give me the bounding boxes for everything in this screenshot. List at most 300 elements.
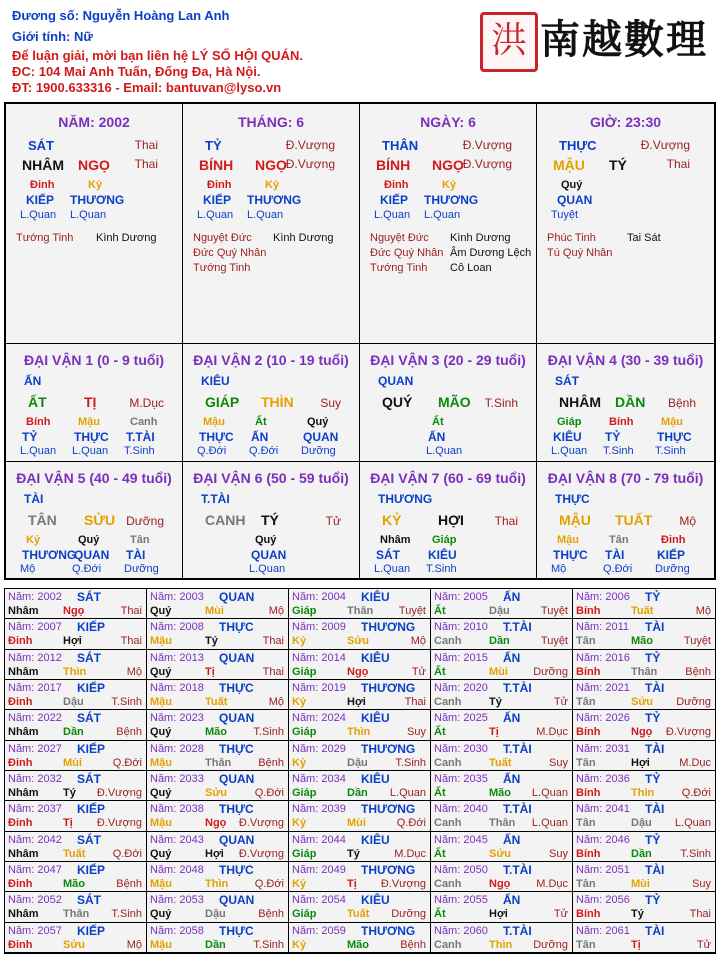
- year-phase: Q.Đới: [254, 787, 284, 799]
- heavenly-stem: BÍNH: [376, 157, 411, 173]
- year-label: Năm: 2050: [434, 864, 488, 876]
- year-label: Năm: 2012: [8, 651, 62, 664]
- year-branch: Dậu: [205, 908, 226, 921]
- year-stem: Giáp: [292, 605, 317, 617]
- year-cell-2026: [573, 710, 715, 740]
- year-phase: Đ.Vượng: [238, 847, 284, 860]
- year-label: Năm: 2057: [8, 924, 62, 937]
- year-stem: Nhâm: [8, 787, 39, 799]
- year-label: Năm: 2026: [576, 712, 630, 725]
- year-cell-2004: [289, 589, 431, 619]
- year-cell-2036: [573, 771, 715, 801]
- year-cell-2058: [147, 923, 289, 953]
- year-star: QUAN: [219, 711, 255, 726]
- red-seal-logo: 洪: [480, 12, 538, 72]
- dai-van-6: [183, 462, 360, 578]
- dai-van-star: KIÊU: [201, 374, 230, 388]
- year-star: T.TÀI: [503, 681, 532, 695]
- dai-van-hidden-phase: L.Quan: [20, 445, 57, 457]
- year-cell-2049: [289, 862, 431, 892]
- year-label: Năm: 2020: [434, 682, 488, 694]
- year-cell-2056: [573, 892, 715, 922]
- year-label: Năm: 2010: [434, 621, 488, 634]
- year-star: QUAN: [219, 590, 255, 604]
- year-cell-2025: [431, 710, 573, 740]
- dai-van-stem: GIÁP: [205, 394, 240, 410]
- year-phase: Dưỡng: [391, 908, 426, 921]
- year-branch: Hợi: [489, 908, 508, 921]
- dai-van-branch: MÃO: [438, 394, 471, 410]
- year-star: KIẾP: [77, 620, 106, 635]
- year-star: T.TÀI: [503, 741, 532, 756]
- earthly-branch: NGỌ: [255, 157, 287, 173]
- dai-van-hidden-star: TÀI: [605, 548, 625, 562]
- year-star: KIÊU: [361, 650, 390, 665]
- year-cell-2013: [147, 650, 289, 680]
- year-branch: Dậu: [347, 756, 368, 769]
- year-branch: Thân: [631, 665, 658, 678]
- year-cell-2022: [5, 710, 147, 740]
- dai-van-hidden-star: TÀI: [126, 548, 146, 562]
- dai-van-hidden-stem: Đinh: [661, 534, 686, 546]
- year-branch: Dần: [347, 787, 368, 799]
- dai-van-hidden-star: QUAN: [303, 430, 339, 444]
- year-phase: Q.Đới: [254, 878, 284, 890]
- dai-van-star: T.TÀI: [201, 492, 230, 506]
- year-stem: Quý: [150, 665, 172, 678]
- year-phase: Thai: [262, 665, 284, 678]
- year-cell-2045: [431, 832, 573, 862]
- year-label: Năm: 2045: [434, 833, 488, 846]
- dai-van-state: T.Sinh: [484, 396, 518, 410]
- dai-van-hidden-stem: Bính: [609, 416, 634, 428]
- dai-van-star: THỰC: [555, 492, 590, 506]
- dai-van-hidden-stem: Giáp: [432, 534, 457, 546]
- hidden-star-1: KIẾP: [26, 193, 55, 207]
- year-phase: Đ.Vượng: [380, 878, 426, 890]
- year-branch: Dần: [63, 726, 84, 739]
- dai-van-title: ĐẠI VẬN 6 (50 - 59 tuổi): [193, 470, 349, 486]
- dai-van-star: TÀI: [24, 492, 44, 506]
- year-label: Năm: 2037: [8, 803, 62, 816]
- year-star: KIÊU: [361, 832, 390, 847]
- year-phase: Tuyệt: [540, 605, 568, 617]
- year-branch: Tuất: [63, 847, 86, 860]
- year-cell-2017: [5, 680, 147, 710]
- year-star: TỶ: [645, 832, 661, 847]
- year-cell-2006: [573, 589, 715, 619]
- year-star: SÁT: [77, 711, 101, 726]
- dai-van-stem: CANH: [205, 512, 246, 528]
- year-label: Năm: 2053: [150, 894, 204, 907]
- year-stem: Kỷ: [292, 635, 307, 648]
- dai-van-hidden-phase: T.Sinh: [655, 445, 686, 457]
- year-label: Năm: 2052: [8, 894, 62, 907]
- year-label: Năm: 2034: [292, 773, 346, 785]
- dai-van-hidden-stem: Ất: [432, 416, 444, 428]
- year-star: KIẾP: [77, 741, 106, 756]
- year-star: TÀI: [645, 802, 665, 817]
- dai-van-hidden-phase: Mộ: [551, 563, 567, 575]
- year-branch: Thân: [205, 756, 232, 769]
- year-label: Năm: 2004: [292, 591, 346, 603]
- year-phase: Thai: [689, 908, 711, 921]
- dai-van-hidden-phase: Mộ: [20, 563, 36, 575]
- dai-van-hidden-phase: Dưỡng: [655, 563, 690, 575]
- dai-van-star: ẤN: [24, 374, 42, 388]
- year-star: QUAN: [219, 772, 255, 786]
- hidden-phase-1: L.Quan: [197, 209, 234, 221]
- year-label: Năm: 2016: [576, 651, 630, 664]
- shensha-1: Nguyệt Đức: [193, 232, 252, 244]
- year-cell-2044: [289, 832, 431, 862]
- year-phase: Bệnh: [258, 908, 284, 921]
- year-stem: Bính: [576, 665, 601, 678]
- dai-van-hidden-star: KIÊU: [428, 548, 457, 562]
- year-branch: Mùi: [489, 665, 508, 678]
- year-cell-2003: [147, 589, 289, 619]
- header: [0, 0, 720, 100]
- year-branch: Tuất: [205, 696, 228, 708]
- year-stem: Kỷ: [292, 938, 307, 951]
- year-phase: M.Dục: [394, 847, 426, 860]
- year-label: Năm: 2047: [8, 864, 62, 876]
- year-label: Năm: 2031: [576, 742, 630, 755]
- dai-van-star: THƯƠNG: [378, 492, 433, 506]
- year-phase: T.Sinh: [253, 726, 284, 739]
- hidden-phase-2: L.Quan: [70, 209, 107, 221]
- branch-state: Đ.Vượng: [285, 157, 335, 171]
- year-stem: Giáp: [292, 847, 317, 860]
- year-label: Năm: 2059: [292, 924, 346, 937]
- dai-van-4: [537, 344, 714, 462]
- year-branch: Mão: [347, 938, 369, 951]
- year-phase: Tử: [553, 696, 568, 708]
- dai-van-state: Mộ: [679, 514, 696, 528]
- year-phase: Đ.Vượng: [96, 817, 142, 830]
- year-cell-2042: [5, 832, 147, 862]
- year-star: ẤN: [503, 590, 521, 604]
- star-top: SÁT: [28, 138, 54, 153]
- year-stem: Mậu: [150, 696, 172, 708]
- year-star: ẤN: [503, 711, 521, 726]
- gender: Giới tính: Nữ: [12, 29, 93, 44]
- dai-van-branch: DẦN: [615, 394, 646, 410]
- annual-table: [4, 588, 716, 954]
- year-phase: Bệnh: [258, 756, 284, 769]
- dai-van-branch: SỬU: [84, 512, 116, 528]
- year-label: Năm: 2036: [576, 773, 630, 785]
- year-star: THƯƠNG: [361, 620, 416, 635]
- dai-van-title: ĐẠI VẬN 5 (40 - 49 tuổi): [16, 470, 172, 486]
- year-stem: Giáp: [292, 908, 317, 921]
- dai-van-hidden-stem: Mậu: [78, 416, 100, 428]
- year-branch: Ngọ: [63, 605, 85, 617]
- year-label: Năm: 2011: [576, 621, 629, 634]
- phone-email-line: ĐT: 1900.633316 - Email: bantuvan@lyso.vn: [12, 80, 282, 95]
- dai-van-7: [360, 462, 537, 578]
- shensha-3: Đức Quý Nhân: [193, 247, 267, 259]
- dai-van-state: Dưỡng: [126, 514, 164, 528]
- year-stem: Canh: [434, 817, 462, 830]
- year-label: Năm: 2007: [8, 621, 62, 634]
- year-cell-2055: [431, 892, 573, 922]
- year-cell-2052: [5, 892, 147, 922]
- year-cell-2046: [573, 832, 715, 862]
- year-stem: Bính: [576, 726, 601, 739]
- year-phase: M.Dục: [536, 878, 568, 890]
- year-stem: Mậu: [150, 756, 172, 769]
- year-branch: Hợi: [63, 635, 82, 648]
- year-stem: Đinh: [8, 817, 33, 830]
- dai-van-title: ĐẠI VẬN 4 (30 - 39 tuổi): [547, 352, 704, 368]
- year-cell-2015: [431, 650, 573, 680]
- year-stem: Quý: [150, 787, 172, 799]
- year-branch: Tuất: [631, 605, 654, 617]
- dai-van-3: [360, 344, 537, 462]
- dai-van-star: QUAN: [378, 374, 414, 388]
- hidden-phase-1: L.Quan: [20, 209, 57, 221]
- dai-van-title: ĐẠI VẬN 1 (0 - 9 tuổi): [23, 352, 164, 368]
- year-star: ẤN: [503, 832, 521, 847]
- year-label: Năm: 2019: [292, 682, 346, 694]
- shensha-5: Tướng Tinh: [193, 262, 251, 274]
- year-cell-2020: [431, 680, 573, 710]
- heavenly-stem: MẬU: [553, 157, 585, 173]
- year-stem: Nhâm: [8, 908, 39, 921]
- year-cell-2061: [573, 923, 715, 953]
- hidden-phase-2: L.Quan: [247, 209, 284, 221]
- dai-van-title: ĐẠI VẬN 3 (20 - 29 tuổi): [370, 352, 526, 368]
- hidden-stem-2: Kỷ: [265, 179, 280, 191]
- year-branch: Ngọ: [489, 878, 511, 890]
- year-stem: Ất: [434, 726, 446, 739]
- year-phase: Mộ: [268, 605, 284, 617]
- year-stem: Bính: [576, 847, 601, 860]
- dai-van-stem: QUÝ: [382, 394, 413, 410]
- year-stem: Nhâm: [8, 726, 39, 739]
- year-star: KIÊU: [361, 711, 390, 726]
- branch-state: Thai: [666, 157, 690, 171]
- year-branch: Thìn: [489, 938, 513, 951]
- year-phase: Mộ: [126, 665, 142, 678]
- dai-van-branch: TÝ: [261, 512, 279, 528]
- hidden-stem-1: Đinh: [30, 179, 55, 191]
- year-cell-2034: [289, 771, 431, 801]
- year-star: THỰC: [219, 620, 254, 635]
- dai-van-hidden-stem: Quý: [255, 534, 277, 546]
- year-branch: Mão: [631, 635, 653, 648]
- dai-van-branch: TUẤT: [615, 512, 653, 528]
- year-phase: M.Dục: [536, 726, 568, 739]
- year-label: Năm: 2024: [292, 712, 346, 725]
- year-branch: Dần: [205, 938, 226, 951]
- shensha-2: Kình Dương: [450, 232, 511, 244]
- year-label: Năm: 2029: [292, 742, 346, 755]
- star-top: THÂN: [382, 138, 419, 153]
- year-star: KIÊU: [361, 590, 390, 604]
- year-phase: Mộ: [126, 938, 142, 951]
- dai-van-state: Thai: [494, 514, 518, 528]
- year-cell-2021: [573, 680, 715, 710]
- year-branch: Tý: [63, 787, 76, 799]
- year-label: Năm: 2039: [292, 803, 346, 816]
- dai-van-hidden-star: THỰC: [199, 430, 234, 444]
- brand-logo: 南越數理: [540, 16, 708, 63]
- state-top: Đ.Vượng: [462, 138, 512, 152]
- year-stem: Đinh: [8, 696, 33, 708]
- year-star: QUAN: [219, 893, 255, 908]
- year-branch: Mão: [205, 726, 227, 739]
- year-stem: Kỷ: [292, 878, 307, 890]
- year-star: KIẾP: [77, 863, 106, 877]
- star-top: THỰC: [559, 138, 597, 153]
- shensha-2: Tai Sát: [627, 232, 661, 244]
- year-label: Năm: 2038: [150, 803, 204, 816]
- year-stem: Kỷ: [292, 817, 307, 830]
- year-cell-2039: [289, 801, 431, 831]
- shensha-1: Tướng Tinh: [16, 232, 74, 244]
- year-label: Năm: 2046: [576, 833, 630, 846]
- year-star: TỶ: [645, 772, 661, 786]
- year-star: THỰC: [219, 802, 254, 817]
- year-stem: Tân: [576, 696, 596, 708]
- year-stem: Giáp: [292, 726, 317, 739]
- dai-van-hidden-stem: Tân: [609, 534, 629, 546]
- owner-name: Đương số: Nguyễn Hoàng Lan Anh: [12, 8, 230, 23]
- star-top: TỶ: [205, 138, 222, 153]
- year-label: Năm: 2005: [434, 591, 488, 603]
- year-star: SÁT: [77, 893, 101, 908]
- year-stem: Nhâm: [8, 847, 39, 860]
- year-label: Năm: 2017: [8, 682, 62, 694]
- year-branch: Thìn: [205, 878, 229, 890]
- year-stem: Ất: [434, 665, 446, 678]
- year-label: Năm: 2022: [8, 712, 62, 725]
- year-phase: L.Quan: [531, 817, 568, 830]
- year-branch: Dần: [631, 847, 652, 860]
- year-cell-2050: [431, 862, 573, 892]
- dai-van-title: ĐẠI VẬN 2 (10 - 19 tuổi): [193, 352, 349, 368]
- pillar-title: NGÀY: 6: [420, 114, 476, 130]
- dai-van-hidden-star: TỶ: [605, 430, 621, 444]
- year-cell-2016: [573, 650, 715, 680]
- shensha-5: Tướng Tinh: [370, 262, 428, 274]
- shensha-1: Phúc Tinh: [547, 232, 596, 244]
- year-phase: Q.Đới: [396, 817, 426, 830]
- dai-van-hidden-phase: Q.Đới: [249, 445, 279, 457]
- year-stem: Quý: [150, 847, 172, 860]
- year-branch: Tuất: [489, 756, 512, 769]
- year-label: Năm: 2014: [292, 651, 346, 664]
- dai-van-hidden-star: TỶ: [22, 430, 38, 444]
- year-cell-2053: [147, 892, 289, 922]
- year-phase: Mộ: [410, 635, 426, 648]
- year-stem: Canh: [434, 878, 462, 890]
- year-branch: Dần: [489, 635, 510, 648]
- year-star: QUAN: [219, 832, 255, 847]
- year-branch: Mùi: [63, 756, 82, 769]
- year-stem: Đinh: [8, 756, 33, 769]
- year-stem: Quý: [150, 726, 172, 739]
- state-top: Đ.Vượng: [285, 138, 335, 152]
- year-stem: Mậu: [150, 635, 172, 648]
- year-stem: Tân: [576, 878, 596, 890]
- year-label: Năm: 2051: [576, 864, 630, 876]
- year-star: TỶ: [645, 590, 661, 604]
- year-stem: Ất: [434, 908, 446, 921]
- year-star: SÁT: [77, 832, 101, 847]
- year-label: Năm: 2054: [292, 894, 346, 907]
- year-star: TÀI: [645, 923, 665, 938]
- year-star: KIÊU: [361, 893, 390, 908]
- pillar-title: THÁNG: 6: [237, 114, 305, 130]
- year-label: Năm: 2041: [576, 803, 630, 816]
- hidden-stem-2: Kỷ: [442, 179, 457, 191]
- year-branch: Sửu: [347, 635, 370, 648]
- dai-van-hidden-stem: Quý: [78, 534, 100, 546]
- heavenly-stem: BÍNH: [199, 157, 234, 173]
- year-branch: Thìn: [347, 726, 371, 739]
- pillar-0: [6, 104, 183, 344]
- year-branch: Thìn: [63, 665, 87, 678]
- dai-van-hidden-stem: Mậu: [661, 416, 683, 428]
- dai-van-hidden-phase: Q.Đới: [197, 445, 227, 457]
- hidden-star-1: QUAN: [557, 193, 593, 207]
- hidden-star-1: KIẾP: [203, 193, 232, 207]
- year-star: THỰC: [219, 681, 254, 695]
- year-star: THƯƠNG: [361, 923, 416, 938]
- year-star: THƯƠNG: [361, 802, 416, 817]
- year-phase: Q.Đới: [112, 756, 142, 769]
- year-label: Năm: 2060: [434, 924, 488, 937]
- year-phase: Tử: [696, 938, 711, 951]
- hidden-star-2: THƯƠNG: [247, 193, 302, 207]
- year-cell-2057: [5, 923, 147, 953]
- dai-van-hidden-star: KIẾP: [657, 548, 686, 562]
- hidden-star-1: KIẾP: [380, 193, 409, 207]
- year-star: THƯƠNG: [361, 681, 416, 695]
- dai-van-hidden-stem: Mậu: [203, 416, 225, 428]
- year-branch: Mão: [489, 787, 511, 799]
- year-label: Năm: 2032: [8, 773, 62, 785]
- year-phase: Bệnh: [116, 878, 142, 890]
- hidden-phase-1: L.Quan: [374, 209, 411, 221]
- dai-van-hidden-star: KIÊU: [553, 430, 582, 444]
- year-stem: Nhâm: [8, 665, 39, 678]
- year-star: T.TÀI: [503, 620, 532, 635]
- dai-van-hidden-stem: Canh: [130, 416, 158, 428]
- year-cell-2037: [5, 801, 147, 831]
- year-star: SÁT: [77, 772, 101, 786]
- year-star: KIẾP: [77, 802, 106, 817]
- year-stem: Tân: [576, 756, 596, 769]
- state-top: Thai: [134, 138, 158, 152]
- dai-van-hidden-phase: L.Quan: [374, 563, 411, 575]
- dai-van-hidden-stem: Quý: [307, 416, 329, 428]
- year-cell-2031: [573, 741, 715, 771]
- shensha-6: Cô Loan: [450, 262, 492, 274]
- year-phase: Thai: [404, 696, 426, 708]
- year-star: SÁT: [77, 650, 101, 665]
- year-branch: Sửu: [205, 787, 228, 799]
- heavenly-stem: NHÂM: [22, 157, 64, 173]
- dai-van-hidden-stem: Tân: [130, 534, 150, 546]
- year-branch: Ngọ: [631, 726, 653, 739]
- year-cell-2051: [573, 862, 715, 892]
- year-phase: T.Sinh: [111, 696, 142, 708]
- dai-van-hidden-star: ẤN: [251, 430, 269, 444]
